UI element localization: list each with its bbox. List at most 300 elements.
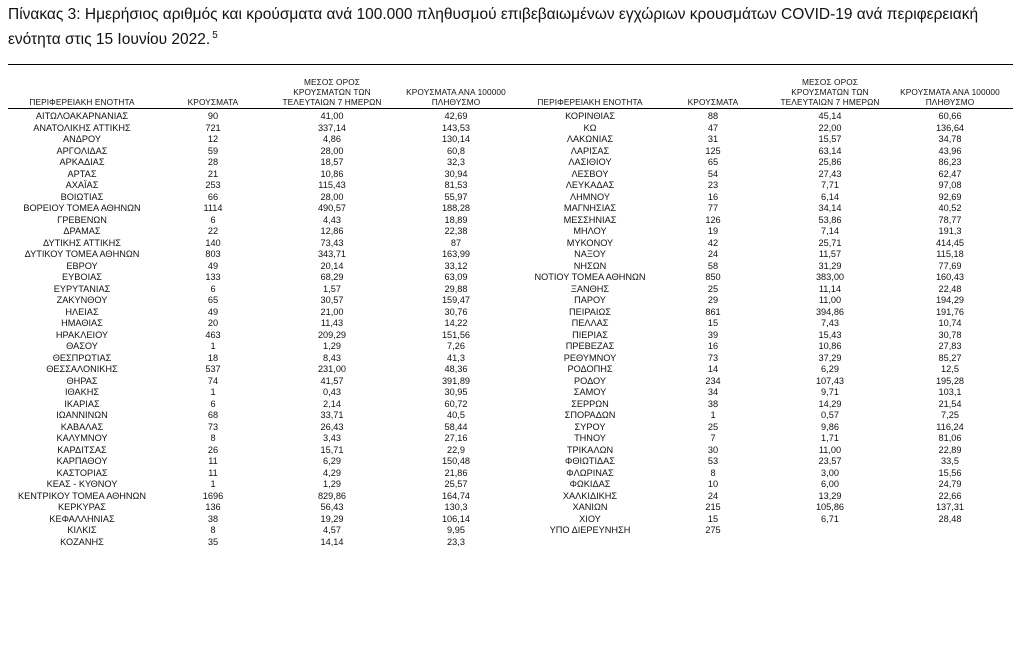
unit-cell: ΣΥΡΟΥ — [574, 421, 606, 432]
avg7-cell: 829,86 — [317, 490, 347, 501]
per100k-cell: 160,43 — [935, 272, 965, 282]
unit-cell: ΗΡΑΚΛΕΙΟΥ — [55, 329, 109, 340]
unit-cell: ΚΟΡΙΝΘΙΑΣ — [565, 111, 615, 121]
per100k-cell: 12,5 — [941, 364, 959, 374]
unit-cell: ΡΕΘΥΜΝΟΥ — [563, 352, 617, 363]
cases-cell: 65 — [707, 157, 719, 167]
table-row-right — [8, 410, 1013, 422]
unit-cell: ΛΗΜΝΟΥ — [569, 191, 611, 202]
unit-cell: ΚΕΑΣ - ΚΥΘΝΟΥ — [46, 479, 118, 489]
avg7-cell: 394,86 — [815, 306, 845, 317]
cases-cell: 133 — [205, 272, 221, 282]
per100k-cell: 9,95 — [447, 525, 465, 535]
table-row-right — [8, 456, 1013, 468]
cases-cell: 1 — [210, 387, 216, 397]
table-row-right — [8, 330, 1013, 342]
avg7-cell: 14,14 — [320, 536, 344, 547]
unit-cell: ΑΝΔΡΟΥ — [62, 134, 101, 144]
table-row-right — [8, 203, 1013, 215]
avg7-cell: 34,14 — [818, 203, 842, 213]
per100k-cell: 14,22 — [444, 318, 468, 328]
cases-cell: 26 — [207, 444, 219, 455]
unit-cell: ΥΠΟ ΔΙΕΡΕΥΝΗΣΗ — [549, 525, 631, 535]
unit-cell: ΡΟΔΟΥ — [573, 375, 606, 386]
avg7-cell: 25,71 — [818, 237, 842, 248]
avg7-cell: 107,43 — [815, 375, 845, 386]
unit-cell: ΑΝΑΤΟΛΙΚΗΣ ΑΤΤΙΚΗΣ — [33, 122, 131, 133]
per100k-cell: 29,88 — [444, 283, 468, 294]
per100k-cell: 40,52 — [938, 203, 962, 213]
table-row-right — [8, 157, 1013, 169]
cases-cell: 34 — [707, 387, 719, 397]
cases-cell: 54 — [707, 168, 719, 179]
cases-cell: 18 — [207, 352, 219, 363]
per100k-cell: 130,14 — [441, 134, 471, 144]
table-header — [8, 65, 1013, 109]
avg7-cell: 9,86 — [821, 421, 839, 432]
table-row-right — [8, 422, 1013, 434]
avg7-cell: 0,43 — [323, 387, 341, 397]
avg7-cell: 22,00 — [818, 122, 842, 133]
avg7-cell: 10,86 — [818, 341, 842, 351]
avg7-cell: 209,29 — [317, 329, 347, 340]
per100k-cell: 151,56 — [441, 329, 471, 340]
table-row-right — [8, 134, 1013, 146]
avg7-cell: 6,00 — [821, 479, 839, 489]
cases-cell: 30 — [707, 444, 719, 455]
avg7-cell: 7,71 — [821, 180, 839, 190]
avg7-cell: 11,00 — [818, 444, 842, 455]
cases-cell: 49 — [207, 260, 219, 271]
cases-cell: 537 — [205, 364, 221, 374]
avg7-cell: 23,57 — [818, 456, 842, 466]
avg7-cell: 6,71 — [821, 513, 839, 524]
table-row-right — [8, 468, 1013, 480]
avg7-cell: 337,14 — [317, 122, 347, 133]
cases-cell: 1696 — [202, 490, 224, 501]
cases-cell: 861 — [705, 306, 721, 317]
per100k-cell: 81,53 — [444, 180, 468, 190]
avg7-cell: 20,14 — [320, 260, 344, 271]
per100k-cell: 137,31 — [935, 502, 965, 512]
avg7-cell: 27,43 — [818, 168, 842, 179]
cases-cell: 6 — [210, 283, 216, 294]
cases-cell: 29 — [707, 295, 719, 305]
per100k-cell: 43,96 — [938, 145, 962, 156]
table-row-right — [8, 215, 1013, 227]
avg7-cell: 4,29 — [323, 467, 341, 478]
avg7-cell: 53,86 — [818, 214, 842, 225]
unit-cell: ΜΑΓΝΗΣΙΑΣ — [563, 203, 617, 213]
avg7-cell: 6,29 — [323, 456, 341, 466]
avg7-cell: 13,29 — [818, 490, 842, 501]
cases-cell: 59 — [207, 145, 219, 156]
cases-cell: 68 — [207, 410, 219, 420]
avg7-cell: 19,29 — [320, 513, 344, 524]
avg7-cell: 11,14 — [818, 283, 842, 294]
per100k-cell: 130,3 — [444, 502, 468, 512]
table-row-right — [8, 249, 1013, 261]
avg7-cell: 7,43 — [821, 318, 839, 328]
cases-cell: 253 — [205, 180, 221, 190]
unit-cell: ΕΥΡΥΤΑΝΙΑΣ — [53, 283, 111, 294]
unit-cell: ΖΑΚΥΝΘΟΥ — [56, 295, 108, 305]
avg7-cell: 0,57 — [821, 410, 839, 420]
unit-cell: ΠΑΡΟΥ — [574, 295, 606, 305]
table-row-right — [8, 284, 1013, 296]
table-row-right — [8, 364, 1013, 376]
avg7-cell: 56,43 — [320, 502, 344, 512]
avg7-cell: 25,86 — [818, 157, 842, 167]
header-avg7-left: ΜΕΣΟΣ ΟΡΟΣ ΚΡΟΥΣΜΑΤΩΝ ΤΩΝ ΤΕΛΕΥΤΑΙΩΝ 7 ΗΜΕΡΩΝ — [282, 77, 382, 107]
covid-cases-table — [8, 64, 1013, 629]
per100k-cell: 85,27 — [938, 352, 962, 363]
avg7-cell: 11,57 — [818, 249, 842, 259]
per100k-cell: 191,3 — [938, 226, 962, 236]
per100k-cell: 33,12 — [444, 260, 468, 271]
per100k-cell: 33,5 — [941, 456, 959, 466]
avg7-cell: 45,14 — [818, 111, 842, 121]
cases-cell: 12 — [207, 134, 219, 144]
unit-cell: ΚΕΡΚΥΡΑΣ — [58, 502, 106, 512]
per100k-cell: 60,66 — [938, 111, 962, 121]
cases-cell: 77 — [707, 203, 719, 213]
per100k-cell: 81,06 — [938, 433, 962, 443]
per100k-cell: 62,47 — [938, 168, 962, 179]
cases-cell: 23 — [707, 180, 719, 190]
header-cases-right: ΚΡΟΥΣΜΑΤΑ — [687, 97, 739, 107]
per100k-cell: 30,78 — [938, 329, 962, 340]
per100k-cell: 22,9 — [447, 444, 465, 455]
per100k-cell: 63,09 — [444, 272, 468, 282]
unit-cell: ΠΡΕΒΕΖΑΣ — [565, 341, 615, 351]
per100k-cell: 27,16 — [444, 433, 468, 443]
unit-cell: ΑΡΚΑΔΙΑΣ — [59, 157, 105, 167]
cases-cell: 25 — [707, 421, 719, 432]
unit-cell: ΚΑΡΔΙΤΣΑΣ — [57, 444, 107, 455]
unit-cell: ΣΑΜΟΥ — [573, 387, 607, 397]
header-avg7-right: ΜΕΣΟΣ ΟΡΟΣ ΚΡΟΥΣΜΑΤΩΝ ΤΩΝ ΤΕΛΕΥΤΑΙΩΝ 7 ΗΜΕΡΩΝ — [780, 77, 880, 107]
avg7-cell: 41,00 — [320, 111, 344, 121]
caption-text: Πίνακας 3: Ημερήσιος αριθμός και κρούσματα ανά 100.000 πληθυσμού επιβεβαιωμένων εγχώριων κρουσμάτων COVID-19 ανά περιφερειακή ενότητα στις 15 Ιουνίου 2022. — [8, 6, 979, 48]
per100k-cell: 103,1 — [938, 387, 962, 397]
per100k-cell: 7,25 — [941, 410, 959, 420]
per100k-cell: 77,69 — [938, 260, 962, 271]
table-row-right — [8, 295, 1013, 307]
per100k-cell: 32,3 — [447, 157, 465, 167]
unit-cell: ΑΡΤΑΣ — [67, 168, 97, 179]
unit-cell: ΑΙΤΩΛΟΑΚΑΡΝΑΝΙΑΣ — [35, 111, 129, 121]
table-row-right — [8, 433, 1013, 445]
table-row-right — [8, 169, 1013, 181]
unit-cell: ΚΙΛΚΙΣ — [67, 525, 97, 535]
unit-cell: ΗΜΑΘΙΑΣ — [61, 318, 103, 328]
per100k-cell: 40,5 — [447, 410, 465, 420]
avg7-cell: 383,00 — [815, 272, 845, 282]
avg7-cell: 68,29 — [320, 272, 344, 282]
cases-cell: 125 — [705, 145, 721, 156]
avg7-cell: 1,29 — [323, 341, 341, 351]
cases-cell: 21 — [207, 168, 219, 179]
cases-cell: 6 — [210, 214, 216, 225]
per100k-cell: 136,64 — [935, 122, 965, 133]
unit-cell: ΚΑΒΑΛΑΣ — [60, 421, 104, 432]
cases-cell: 721 — [205, 122, 221, 133]
per100k-cell: 163,99 — [441, 249, 471, 259]
avg7-cell: 343,71 — [317, 249, 347, 259]
per100k-cell: 194,29 — [935, 295, 965, 305]
per100k-cell: 30,95 — [444, 387, 468, 397]
cases-cell: 16 — [707, 341, 719, 351]
unit-cell: ΙΩΑΝΝΙΝΩΝ — [56, 410, 108, 420]
per100k-cell: 414,45 — [935, 237, 965, 248]
unit-cell: ΠΕΛΛΑΣ — [571, 318, 609, 328]
per100k-cell: 22,89 — [938, 444, 962, 455]
cases-cell: 39 — [707, 329, 719, 340]
unit-cell: ΧΑΛΚΙΔΙΚΗΣ — [562, 490, 618, 501]
avg7-cell: 15,57 — [818, 134, 842, 144]
cases-cell: 19 — [707, 226, 719, 236]
per100k-cell: 188,28 — [441, 203, 471, 213]
unit-cell: ΝΗΣΩΝ — [573, 260, 607, 271]
cases-cell: 88 — [707, 111, 719, 121]
avg7-cell: 8,43 — [323, 352, 341, 363]
cases-cell: 803 — [205, 249, 221, 259]
cases-cell: 14 — [707, 364, 719, 374]
unit-cell: ΧΙΟΥ — [579, 513, 601, 524]
unit-cell: ΝΟΤΙΟΥ ΤΟΜΕΑ ΑΘΗΝΩΝ — [534, 272, 646, 282]
avg7-cell: 115,43 — [318, 180, 346, 190]
avg7-cell: 105,86 — [815, 502, 845, 512]
table-row-right — [8, 192, 1013, 204]
per100k-cell: 150,48 — [441, 456, 471, 466]
table-row-right — [8, 341, 1013, 353]
per100k-cell: 27,83 — [938, 341, 962, 351]
header-unit-left: ΠΕΡΙΦΕΡΕΙΑΚΗ ΕΝΟΤΗΤΑ — [29, 97, 135, 107]
avg7-cell: 15,43 — [818, 329, 842, 340]
avg7-cell: 12,86 — [320, 226, 344, 236]
per100k-cell: 21,54 — [938, 398, 962, 409]
cases-cell: 74 — [207, 375, 219, 386]
unit-cell: ΚΩ — [583, 122, 597, 133]
cases-cell: 126 — [705, 214, 721, 225]
per100k-cell: 78,77 — [938, 214, 962, 225]
avg7-cell: 26,43 — [320, 421, 344, 432]
unit-cell: ΔΥΤΙΚΗΣ ΑΤΤΙΚΗΣ — [43, 237, 121, 248]
avg7-cell: 33,71 — [320, 410, 344, 420]
cases-cell: 31 — [707, 134, 719, 144]
unit-cell: ΒΟΙΩΤΙΑΣ — [60, 191, 104, 202]
per100k-cell: 97,08 — [938, 180, 962, 190]
per100k-cell: 159,47 — [441, 295, 471, 305]
cases-cell: 1114 — [203, 203, 223, 213]
per100k-cell: 391,89 — [441, 375, 471, 386]
cases-cell: 28 — [207, 157, 219, 167]
avg7-cell: 3,00 — [821, 467, 839, 478]
cases-cell: 8 — [210, 433, 216, 443]
unit-cell: ΙΚΑΡΙΑΣ — [64, 398, 100, 409]
cases-cell: 463 — [205, 329, 221, 340]
table-body — [8, 109, 1013, 629]
per100k-cell: 115,18 — [936, 249, 964, 259]
unit-cell: ΑΡΓΟΛΙΔΑΣ — [56, 145, 108, 156]
table-row-right — [8, 226, 1013, 238]
unit-cell: ΘΕΣΠΡΩΤΙΑΣ — [52, 352, 112, 363]
unit-cell: ΑΧΑΪΑΣ — [65, 180, 99, 190]
avg7-cell: 2,14 — [323, 398, 341, 409]
unit-cell: ΚΑΣΤΟΡΙΑΣ — [56, 467, 108, 478]
per100k-cell: 164,74 — [441, 490, 471, 501]
unit-cell: ΗΛΕΙΑΣ — [65, 306, 99, 317]
cases-cell: 15 — [707, 318, 719, 328]
cases-cell: 38 — [707, 398, 719, 409]
per100k-cell: 24,79 — [938, 479, 962, 489]
avg7-cell: 11,00 — [818, 295, 842, 305]
table-row-right — [8, 123, 1013, 135]
per100k-cell: 22,48 — [938, 283, 962, 294]
unit-cell: ΤΡΙΚΑΛΩΝ — [566, 444, 614, 455]
cases-cell: 8 — [710, 467, 716, 478]
avg7-cell: 37,29 — [818, 352, 842, 363]
per100k-cell: 22,66 — [938, 490, 962, 501]
per100k-cell: 30,94 — [444, 168, 468, 179]
table-row-right — [8, 146, 1013, 158]
per100k-cell: 92,69 — [938, 191, 962, 202]
table-row-right — [8, 307, 1013, 319]
per100k-cell: 143,53 — [441, 122, 471, 133]
unit-cell: ΚΑΡΠΑΘΟΥ — [56, 456, 108, 466]
unit-cell: ΙΘΑΚΗΣ — [64, 387, 100, 397]
unit-cell: ΦΛΩΡΙΝΑΣ — [566, 467, 614, 478]
avg7-cell: 6,14 — [821, 191, 839, 202]
unit-cell: ΘΕΣΣΑΛΟΝΙΚΗΣ — [46, 364, 118, 374]
avg7-cell: 28,00 — [320, 191, 344, 202]
per100k-cell: 25,57 — [444, 479, 468, 489]
cases-cell: 24 — [707, 490, 719, 501]
avg7-cell: 10,86 — [320, 168, 344, 179]
avg7-cell: 231,00 — [317, 364, 347, 374]
per100k-cell: 7,26 — [447, 341, 465, 351]
unit-cell: ΠΙΕΡΙΑΣ — [572, 329, 608, 340]
unit-cell: ΦΘΙΩΤΙΔΑΣ — [564, 456, 615, 466]
cases-cell: 35 — [207, 536, 219, 547]
unit-cell: ΜΥΚΟΝΟΥ — [566, 237, 614, 248]
unit-cell: ΛΑΚΩΝΙΑΣ — [566, 134, 614, 144]
unit-cell: ΔΡΑΜΑΣ — [63, 226, 101, 236]
cases-cell: 15 — [707, 513, 719, 524]
avg7-cell: 21,00 — [320, 306, 344, 317]
cases-cell: 1 — [710, 410, 716, 420]
table-row-right — [8, 318, 1013, 330]
avg7-cell: 3,43 — [323, 433, 341, 443]
cases-cell: 215 — [705, 502, 721, 512]
per100k-cell: 28,48 — [938, 513, 962, 524]
avg7-cell: 18,57 — [320, 157, 344, 167]
table-row-right — [8, 111, 1013, 123]
per100k-cell: 195,28 — [935, 375, 965, 386]
header-per100k-left: ΚΡΟΥΣΜΑΤΑ ΑΝΑ 100000 ΠΛΗΘΥΣΜΟ — [406, 87, 506, 107]
table-row-right — [8, 514, 1013, 526]
cases-cell: 1 — [210, 341, 216, 351]
cases-cell: 65 — [207, 295, 219, 305]
cases-cell: 11 — [208, 467, 218, 478]
unit-cell: ΣΠΟΡΑΔΩΝ — [564, 410, 616, 420]
avg7-cell: 11,43 — [320, 318, 344, 328]
per100k-cell: 87 — [450, 237, 462, 248]
per100k-cell: 23,3 — [447, 536, 465, 547]
avg7-cell: 9,71 — [821, 387, 839, 397]
per100k-cell: 41,3 — [447, 352, 465, 363]
per100k-cell: 58,44 — [444, 421, 468, 432]
avg7-cell: 1,57 — [323, 283, 341, 294]
avg7-cell: 4,43 — [323, 214, 341, 225]
unit-cell: ΞΑΝΘΗΣ — [570, 283, 610, 294]
unit-cell: ΜΗΛΟΥ — [573, 226, 607, 236]
unit-cell: ΜΕΣΣΗΝΙΑΣ — [563, 214, 617, 225]
unit-cell: ΘΗΡΑΣ — [66, 375, 98, 386]
avg7-cell: 4,57 — [323, 525, 341, 535]
unit-cell: ΤΗΝΟΥ — [574, 433, 606, 443]
cases-cell: 1 — [210, 479, 216, 489]
table-row-right — [8, 502, 1013, 514]
avg7-cell: 15,71 — [320, 444, 344, 455]
table-caption — [8, 4, 1018, 50]
table-row-right — [8, 479, 1013, 491]
cases-cell: 234 — [705, 375, 721, 386]
unit-cell: ΔΥΤΙΚΟΥ ΤΟΜΕΑ ΑΘΗΝΩΝ — [24, 249, 140, 259]
per100k-cell: 21,86 — [444, 467, 468, 478]
cases-cell: 58 — [707, 260, 719, 271]
avg7-cell: 41,57 — [320, 375, 344, 386]
cases-cell: 16 — [707, 191, 719, 202]
per100k-cell: 48,36 — [444, 364, 468, 374]
cases-cell: 49 — [207, 306, 219, 317]
cases-cell: 6 — [210, 398, 216, 409]
table-row-right — [8, 376, 1013, 388]
table-row-right — [8, 261, 1013, 273]
cases-cell: 66 — [207, 191, 219, 202]
unit-cell: ΣΕΡΡΩΝ — [571, 398, 609, 409]
table-row-right — [8, 238, 1013, 250]
avg7-cell: 28,00 — [320, 145, 344, 156]
unit-cell: ΕΒΡΟΥ — [66, 260, 98, 271]
avg7-cell: 1,29 — [323, 479, 341, 489]
cases-cell: 10 — [707, 479, 719, 489]
unit-cell: ΝΑΞΟΥ — [574, 249, 606, 259]
per100k-cell: 42,69 — [444, 111, 468, 121]
cases-cell: 140 — [205, 237, 221, 248]
cases-cell: 47 — [707, 122, 719, 133]
table-row-left — [8, 537, 1013, 549]
cases-cell: 8 — [210, 525, 216, 535]
cases-cell: 850 — [705, 272, 721, 282]
per100k-cell: 55,97 — [444, 191, 468, 202]
unit-cell: ΚΑΛΥΜΝΟΥ — [56, 433, 108, 443]
cases-cell: 38 — [207, 513, 219, 524]
avg7-cell: 4,86 — [323, 134, 341, 144]
unit-cell: ΚΟΖΑΝΗΣ — [60, 536, 104, 547]
cases-cell: 42 — [707, 237, 719, 248]
cases-cell: 90 — [207, 111, 219, 121]
table-row-right — [8, 180, 1013, 192]
unit-cell: ΓΡΕΒΕΝΩΝ — [57, 214, 107, 225]
cases-cell: 73 — [207, 421, 219, 432]
unit-cell: ΡΟΔΟΠΗΣ — [567, 364, 613, 374]
cases-cell: 22 — [207, 226, 219, 236]
per100k-cell: 10,74 — [938, 318, 962, 328]
per100k-cell: 34,78 — [938, 134, 962, 144]
unit-cell: ΘΑΣΟΥ — [66, 341, 98, 351]
